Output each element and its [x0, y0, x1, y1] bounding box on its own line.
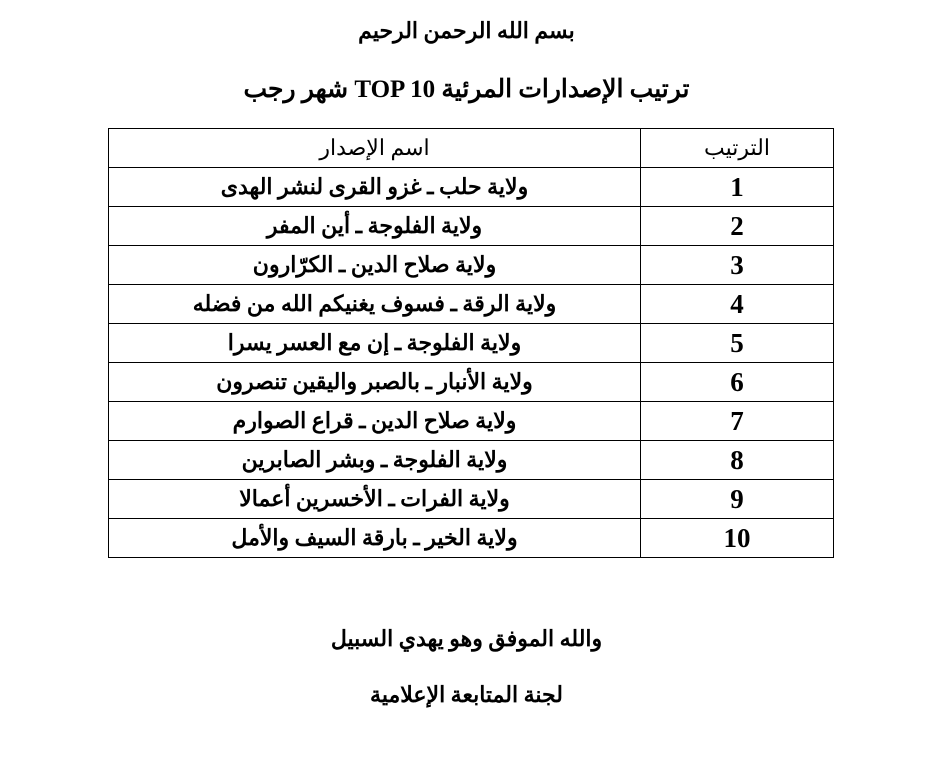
release-name-cell: ولاية الرقة ـ فسوف يغنيكم الله من فضله — [109, 285, 641, 324]
rank-cell: 4 — [641, 285, 834, 324]
table-row — [109, 480, 834, 519]
bismillah-heading: بسم الله الرحمن الرحيم — [358, 18, 575, 43]
release-name-cell: ولاية الفلوجة ـ وبشر الصابرين — [109, 441, 641, 480]
rank-cell: 5 — [641, 324, 834, 363]
table-header-row — [109, 129, 834, 168]
release-name-cell: ولاية صلاح الدين ـ الكرّارون — [109, 246, 641, 285]
table-row — [109, 285, 834, 324]
table-row — [109, 441, 834, 480]
release-name-cell: ولاية صلاح الدين ـ قراع الصوارم — [109, 402, 641, 441]
table-row — [109, 246, 834, 285]
rank-cell: 3 — [641, 246, 834, 285]
rank-cell: 2 — [641, 207, 834, 246]
page-title: ترتيب الإصدارات المرئية TOP 10 شهر رجب — [243, 76, 690, 103]
release-name-cell: ولاية حلب ـ غزو القرى لنشر الهدى — [109, 168, 641, 207]
table-row — [109, 363, 834, 402]
release-name-cell: ولاية الخير ـ بارقة السيف والأمل — [109, 519, 641, 558]
release-name-cell: ولاية الفلوجة ـ إن مع العسر يسرا — [109, 324, 641, 363]
release-name-cell: ولاية الفلوجة ـ أين المفر — [109, 207, 641, 246]
column-header-name: اسم الإصدار — [109, 129, 641, 168]
table-row — [109, 519, 834, 558]
rank-cell: 9 — [641, 480, 834, 519]
ranking-table — [108, 128, 834, 558]
rank-cell: 1 — [641, 168, 834, 207]
table-row — [109, 207, 834, 246]
rank-cell: 8 — [641, 441, 834, 480]
release-name-cell: ولاية الفرات ـ الأخسرين أعمالا — [109, 480, 641, 519]
rank-cell: 10 — [641, 519, 834, 558]
table-row — [109, 324, 834, 363]
rank-cell: 7 — [641, 402, 834, 441]
table-row — [109, 402, 834, 441]
rank-cell: 6 — [641, 363, 834, 402]
signature-line: لجنة المتابعة الإعلامية — [370, 682, 563, 707]
closing-phrase: والله الموفق وهو يهدي السبيل — [330, 626, 603, 651]
column-header-rank: الترتيب — [641, 129, 834, 168]
release-name-cell: ولاية الأنبار ـ بالصبر واليقين تنصرون — [109, 363, 641, 402]
table-row — [109, 168, 834, 207]
